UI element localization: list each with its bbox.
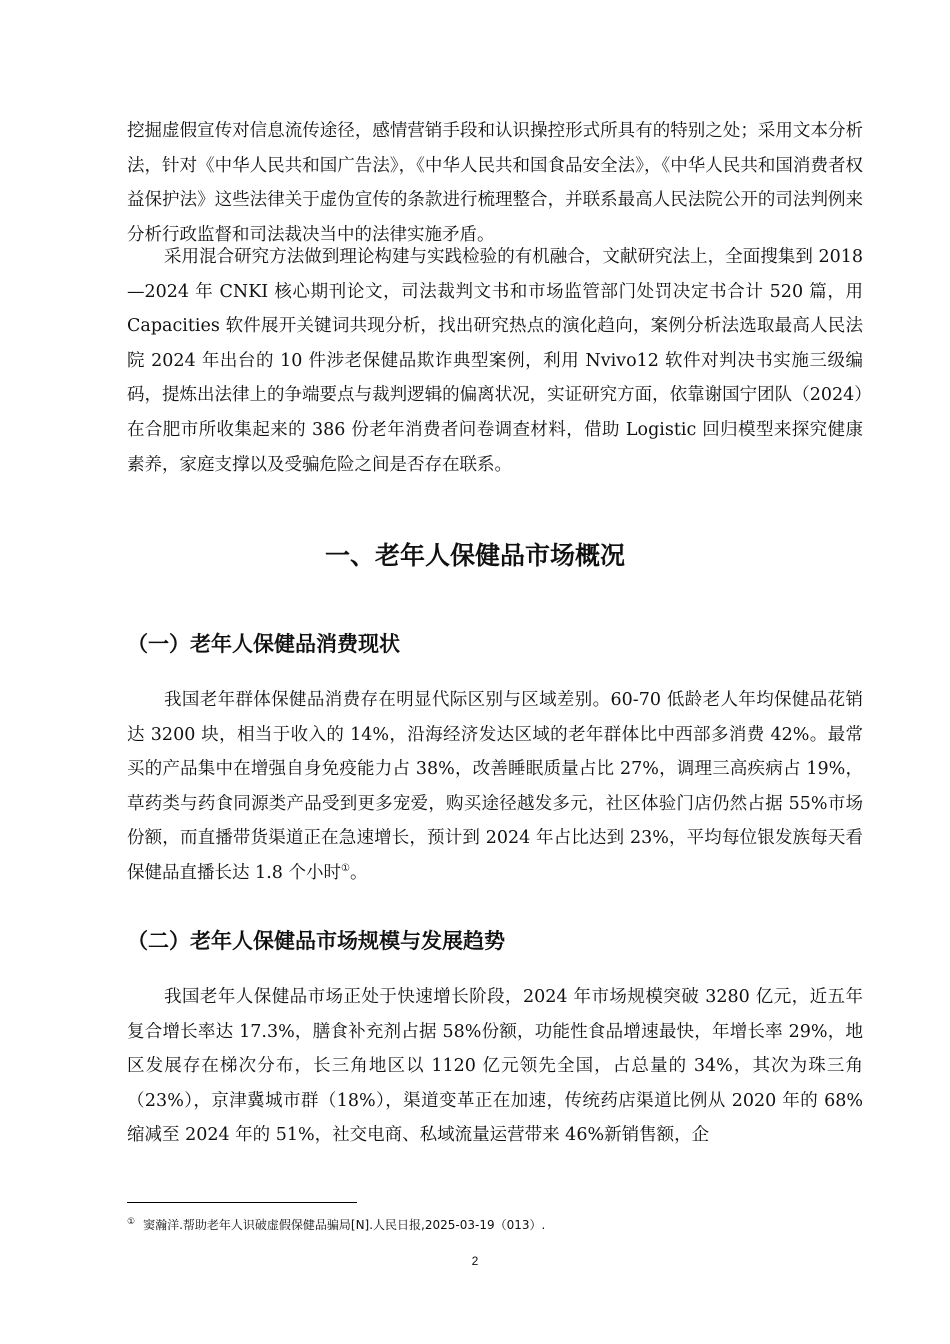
section-1-heading: （一）老年人保健品消费现状: [127, 632, 400, 656]
intro-paragraph-1: 挖掘虚假宣传对信息流传途径，感情营销手段和认识操控形式所具有的特别之处；采用文本分析法，针对《中华人民共和国广告法》，《中华人民共和国食品安全法》，《中华人民共和国消费者权益保护法》这些法律关于虚伪宣传的条款进行梳理整合，并联系最高人民法院公开的司法判例来分析行政监督和司法裁决当中的法律实施矛盾。: [127, 121, 863, 245]
footnote-text: 窦瀚洋.帮助老年人识破虚假保健品骗局[N].人民日报,2025-03-19（013）.: [143, 1218, 546, 1232]
section-1-paragraph: [127, 683, 863, 891]
page-number: 2: [471, 1254, 479, 1268]
section-2-paragraph: 我国老年人保健品市场正处于快速增长阶段，2024 年市场规模突破 3280 亿元，近五年复合增长率达 17.3%，膳食补充剂占据 58%份额，功能性食品增速最快，年增长率 29%，地区发展存在梯次分布，长三角地区以 1120 亿元领先全国，占总量的 34%，其次为珠三角（23%），京津冀城市群（18%），渠道变革正在加速，传统药店渠道比例从 2020 年的 68%缩减至 2024 年的 51%，社交电商、私域流量运营带来 46%新销售额，企: [127, 987, 863, 1146]
footnote: [127, 1212, 863, 1235]
footnote-reference: ①: [340, 863, 350, 875]
footnote-separator: [127, 1202, 357, 1203]
footnote-mark: ①: [127, 1217, 136, 1227]
intro-paragraph-2: 采用混合研究方法做到理论构建与实践检验的有机融合，文献研究法上，全面搜集到 2018—2024 年 CNKI 核心期刊论文，司法裁判文书和市场监管部门处罚决定书合计 520 篇，用 Capacities 软件展开关键词共现分析，找出研究热点的演化趋向，案例分析法选取最高人民法院 2024 年出台的 10 件涉老保健品欺诈典型案例，利用 Nvivo12 软件对判决书实施三级编码，提炼出法律上的争端要点与裁判逻辑的偏离状况，实证研究方面，依靠谢国宁团队（2024）在合肥市所收集起来的 386 份老年消费者问卷调查材料，借助 Logistic 回归模型来探究健康素养，家庭支撑以及受骗危险之间是否存在联系。: [127, 247, 863, 475]
section-1-end-punctuation: 。: [349, 862, 368, 883]
section-1-text: 我国老年群体保健品消费存在明显代际区别与区域差别。60-70 低龄老人年均保健品花销达 3200 块，相当于收入的 14%，沿海经济发达区域的老年群体比中西部多消费 42%。最常买的产品集中在增强自身免疫能力占 38%，改善睡眠质量占比 27%，调理三高疾病占 19%，草药类与药食同源类产品受到更多宠爱，购买途径越发多元，社区体验门店仍然占据 55%市场份额，而直播带货渠道正在急速增长，预计到 2024 年占比达到 23%，平均每位银发族每天看保健品直播长达 1.8 个小时: [127, 690, 863, 883]
section-2-heading: （二）老年人保健品市场规模与发展趋势: [127, 929, 505, 953]
chapter-title: 一、老年人保健品市场概况: [324, 541, 625, 570]
